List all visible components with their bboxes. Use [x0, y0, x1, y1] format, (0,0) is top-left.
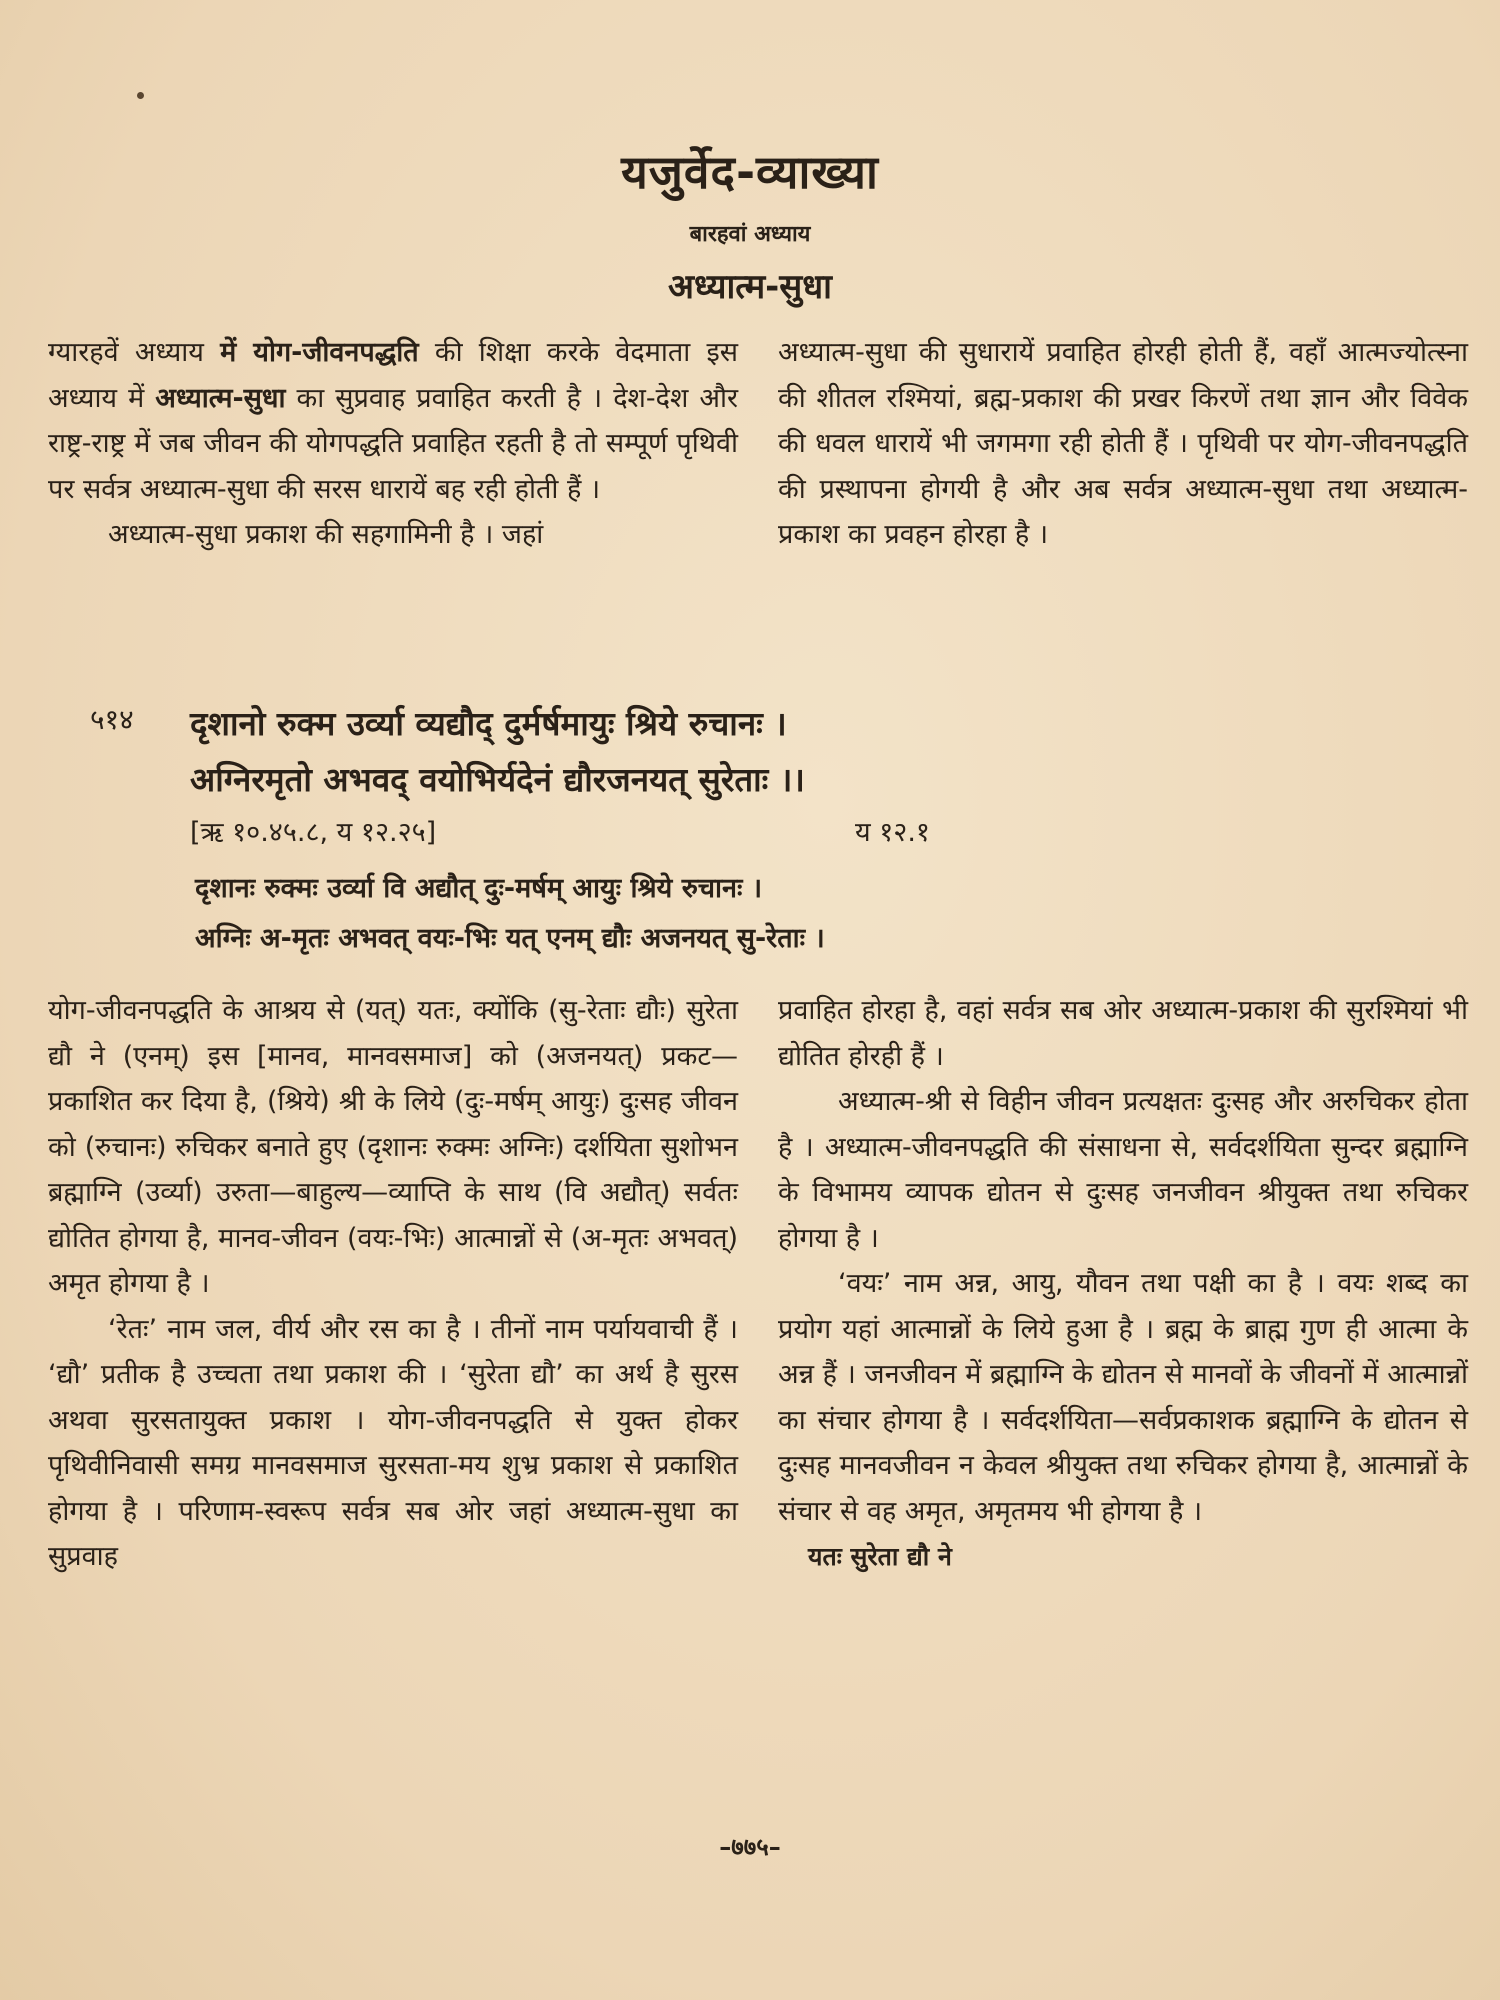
mantra-reference-right: य १२.१: [855, 817, 930, 848]
mantra-number: ५१४: [90, 703, 134, 736]
body-right-continuation: यतः सुरेता द्यौ ने: [808, 1542, 952, 1571]
body-left-column: [48, 988, 738, 1580]
mantra-line-1: दृशानो रुक्म उर्व्या व्यद्यौद् दुर्मर्षमायुः श्रिये रुचानः ।: [190, 704, 787, 743]
body-left-paragraph-1: योग-जीवनपद्धति के आश्रय से (यत्) यतः, क्योंकि (सु-रेताः द्यौः) सुरेता द्यौ ने (एनम्) इस [मानव, मानवसमाज] को (अजनयत्) प्रकट—प्रकाशित कर दिया है, (श्रिये) श्री के लिये (दुः-मर्षम् आयुः) दुःसह जीवन को (रुचानः) रुचिकर बनाते हुए (दृशानः रुक्मः अग्निः) दर्शयिता सुशोभन ब्रह्माग्नि (उर्व्या) उरुता—बाहुल्य—व्याप्ति के साथ (वि अद्यौत्) सर्वतः द्योतित होगया है, मानव-जीवन (वयः-भिः) आत्मान्नों से (अ-मृतः अभवत्) अमृत होगया है ।: [48, 995, 738, 1299]
intro-left-paragraph-1: ग्यारहवें अध्याय में योग-जीवनपद्धति की शिक्षा करके वेदमाता इस अध्याय में अध्यात्म-सुधा का सुप्रवाह प्रवाहित करती है । देश-देश और राष्ट्र-राष्ट्र में जब जीवन की योगपद्धति प्रवाहित रहती है तो सम्पूर्ण पृथिवी पर सर्वत्र अध्यात्म-सुधा की सरस धारायें बह रही होती हैं ।: [48, 337, 739, 505]
intro-left-column: [48, 330, 738, 558]
body-right-paragraph-3: ‘वयः’ नाम अन्न, आयु, यौवन तथा पक्षी का है । वयः शब्द का प्रयोग यहां आत्मान्नों के लिये हुआ है । ब्रह्म के ब्राह्म गुण ही आत्मा के अन्न हैं । जनजीवन में ब्रह्माग्नि के द्योतन से मानवों के जीवनों में आत्मान्नों का संचार होगया है । सर्वदर्शयिता—सर्वप्रकाशक ब्रह्माग्नि के द्योतन से दुःसह मानवजीवन न केवल श्रीयुक्त तथा रुचिकर होगया है, आत्मान्नों के संचार से वह अमृत, अमृतमय भी होगया है ।: [778, 1268, 1468, 1527]
section-subtitle: अध्यात्म-सुधा: [668, 267, 832, 307]
padapatha-line-1: दृशानः रुक्मः उर्व्या वि अद्यौत् दुः-मर्षम् आयुः श्रिये रुचानः ।: [195, 873, 763, 904]
page-number: –७७५–: [719, 1833, 781, 1861]
mantra-line-2: अग्निरमृतो अभवद् वयोभिर्यदेनं द्यौरजनयत् सुरेताः ।।: [190, 760, 805, 799]
padapatha-line-2: अग्निः अ-मृतः अभवत् वयः-भिः यत् एनम् द्यौः अजनयत् सु-रेताः ।: [195, 923, 825, 954]
mantra-reference-left: [ऋ १०.४५.८, य १२.२५]: [190, 817, 437, 848]
chapter-label: बारहवां अध्याय: [689, 222, 811, 247]
ink-speck: [137, 92, 144, 99]
intro-right-column: [778, 330, 1468, 558]
body-left-paragraph-2: ‘रेतः’ नाम जल, वीर्य और रस का है । तीनों नाम पर्यायवाची हैं । ‘द्यौ’ प्रतीक है उच्चता तथा प्रकाश की । ‘सुरेता द्यौ’ का अर्थ है सुरस अथवा सुरसतायुक्त प्रकाश । योग-जीवनपद्धति से युक्त होकर पृथिवीनिवासी समग्र मानवसमाज सुरसता-मय शुभ्र प्रकाश से प्रकाशित होगया है । परिणाम-स्वरूप सर्वत्र सब ओर जहां अध्यात्म-सुधा का सुप्रवाह: [48, 1313, 738, 1572]
body-right-column: [778, 988, 1468, 1580]
page-title: यजुर्वेद-व्याख्या: [621, 145, 879, 199]
intro-right-paragraph-1: अध्यात्म-सुधा की सुधारायें प्रवाहित होरही होती हैं, वहाँ आत्मज्योत्स्ना की शीतल रश्मियां, ब्रह्म-प्रकाश की प्रखर किरणें तथा ज्ञान और विवेक की धवल धारायें भी जगमगा रही होती हैं । पृथिवी पर योग-जीवनपद्धति की प्रस्थापना होगयी है और अब सर्वत्र अध्यात्म-सुधा तथा अध्यात्म-प्रकाश का प्रवहन होरहा है ।: [778, 337, 1468, 550]
body-right-paragraph-2: अध्यात्म-श्री से विहीन जीवन प्रत्यक्षतः दुःसह और अरुचिकर होता है । अध्यात्म-जीवनपद्धति की संसाधना से, सर्वदर्शयिता सुन्दर ब्रह्माग्नि के विभामय व्यापक द्योतन से दुःसह जनजीवन श्रीयुक्त तथा रुचिकर होगया है ।: [778, 1086, 1468, 1254]
body-right-paragraph-1: प्रवाहित होरहा है, वहां सर्वत्र सब ओर अध्यात्म-प्रकाश की सुरश्मियां भी द्योतित होरही हैं ।: [778, 995, 1468, 1072]
intro-left-paragraph-2: अध्यात्म-सुधा प्रकाश की सहगामिनी है । जहां: [108, 519, 544, 550]
